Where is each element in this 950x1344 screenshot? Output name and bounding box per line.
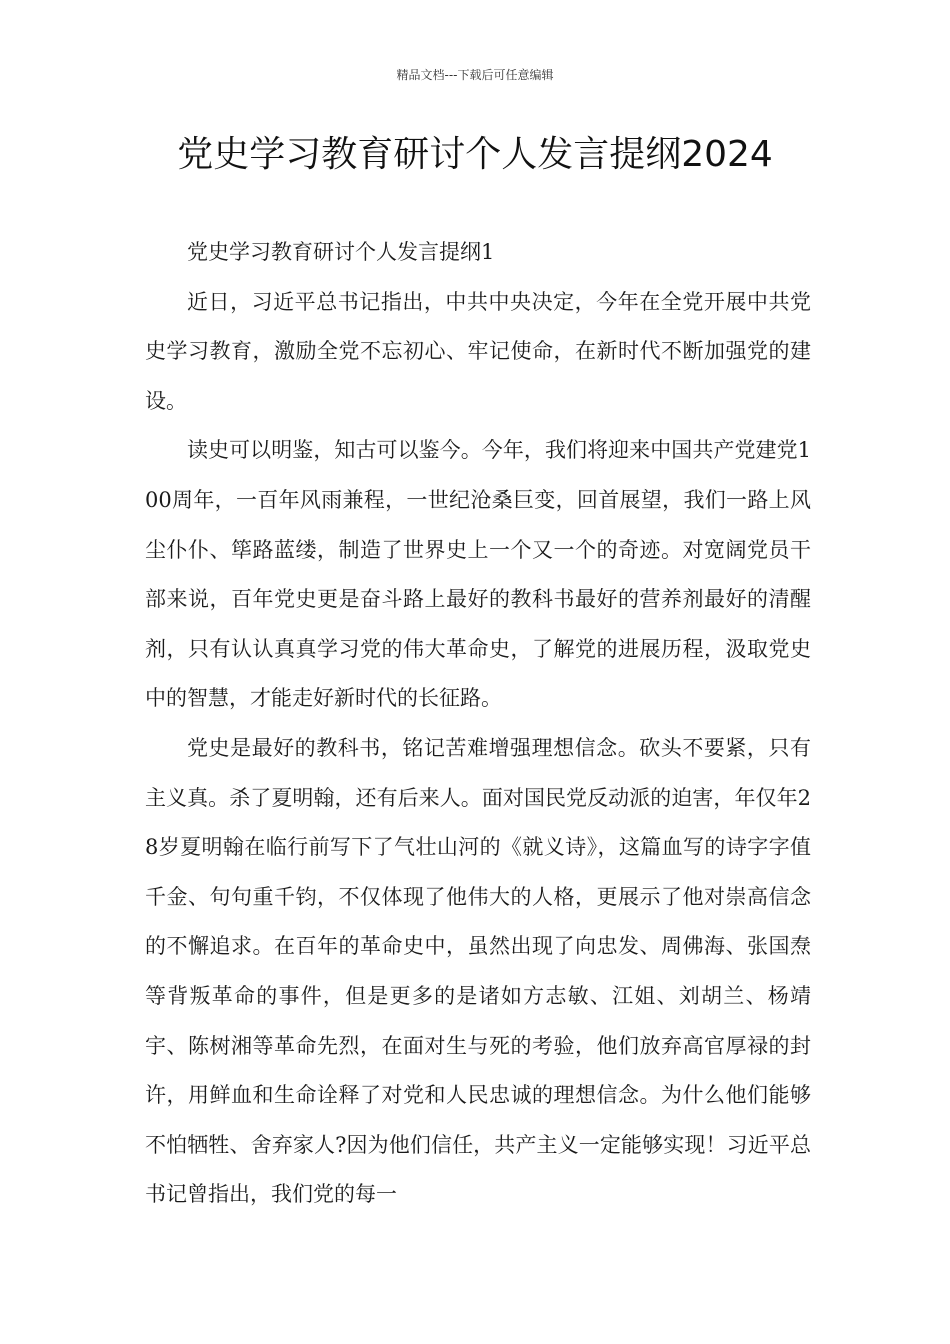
body-paragraph: 读史可以明鉴，知古可以鉴今。今年，我们将迎来中国共产党建党100周年，一百年风雨兼程，一世纪沧桑巨变，回首展望，我们一路上风尘仆仆、筚路蓝缕，制造了世界史上一个又一个的奇迹。对宽阔党员干部来说，百年党史更是奋斗路上最好的教科书最好的营养剂最好的清醒剂，只有认认真真学习党的伟大革命史，了解党的进展历程，汲取党史中的智慧，才能走好新时代的长征路。 <box>145 438 811 711</box>
document-title: 党史学习教育研讨个人发言提纲2024 <box>177 134 773 175</box>
document-header-note: 精品文档---下载后可任意编辑 <box>396 68 554 82</box>
subtitle-paragraph: 党史学习教育研讨个人发言提纲1 <box>187 240 495 264</box>
body-paragraph: 党史是最好的教科书，铭记苦难增强理想信念。砍头不要紧，只有主义真。杀了夏明翰，还有后来人。面对国民党反动派的迫害，年仅年28岁夏明翰在临行前写下了气壮山河的《就义诗》，这篇血写的诗字字值千金、句句重千钧，不仅体现了他伟大的人格，更展示了他对崇高信念的不懈追求。在百年的革命史中，虽然出现了向忠发、周佛海、张国焘等背叛革命的事件，但是更多的是诸如方志敏、江姐、刘胡兰、杨靖宇、陈树湘等革命先烈，在面对生与死的考验，他们放弃高官厚禄的封许，用鲜血和生命诠释了对党和人民忠诚的理想信念。为什么他们能够不怕牺牲、舍弃家人?因为他们信任，共产主义一定能够实现！习近平总书记曾指出，我们党的每一 <box>145 735 811 1207</box>
body-paragraph: 近日，习近平总书记指出，中共中央决定，今年在全党开展中共党史学习教育，激励全党不忘初心、牢记使命，在新时代不断加强党的建设。 <box>145 289 811 413</box>
document-body <box>145 228 811 1220</box>
